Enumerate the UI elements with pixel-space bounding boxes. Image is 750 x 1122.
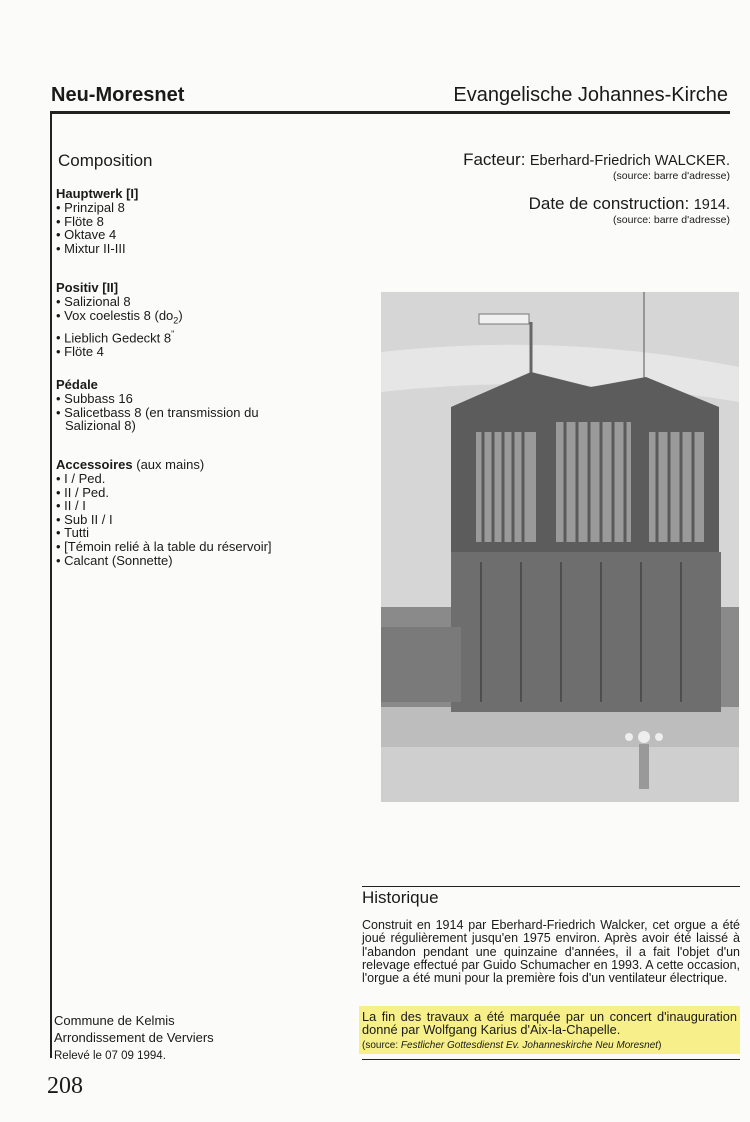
accessoires-title: Accessoires <box>56 457 133 472</box>
stop-vox-close: ) <box>178 307 183 323</box>
source-prefix: (source: <box>362 1040 401 1051</box>
stop-item: • Mixtur II-III <box>56 242 138 256</box>
stop-item: • Salizional 8 <box>56 295 183 309</box>
stop-item: • Oktave 4 <box>56 228 138 242</box>
stop-item: • Salicetbass 8 (en transmission du <box>56 406 259 420</box>
releve-date: Relevé le 07 09 1994. <box>54 1050 166 1062</box>
pedale-section <box>56 377 259 433</box>
date-block <box>529 194 730 226</box>
organ-illustration <box>381 292 739 802</box>
stop-vox-subscript: 2 <box>173 315 179 326</box>
historique-rule <box>362 886 740 887</box>
stop-lieblich-label: Lieblich Gedeckt 8 <box>64 330 172 346</box>
accessoires-title-suffix: (aux mains) <box>132 457 205 472</box>
source-suffix: ) <box>658 1040 662 1051</box>
header-rule <box>50 111 730 114</box>
page-title-place: Neu-Moresnet <box>51 84 185 106</box>
commune: Commune de Kelmis <box>54 1013 175 1028</box>
date-label: Date de construction: <box>528 194 690 213</box>
stop-item <box>56 309 183 328</box>
organ-photo <box>381 292 739 802</box>
accessory-item: • II / Ped. <box>56 486 272 500</box>
page-title-church: Evangelische Johannes-Kirche <box>453 84 728 106</box>
positiv-list <box>56 295 183 358</box>
facteur-label: Facteur: <box>463 150 526 169</box>
hauptwerk-list <box>56 201 138 255</box>
facteur-value: Eberhard-Friedrich WALCKER. <box>529 153 730 169</box>
composition-title: Composition <box>58 151 153 170</box>
stop-item-continuation: Salizional 8) <box>65 418 136 434</box>
historique-text: Construit en 1914 par Eberhard-Friedrich Walcker, cet orgue a été joué régulièrement jusqu'en 1975 environ. Après avoir été laissé à l'abandon pendant une quinzaine d'années, il a fait l'objet d'un relevage effectué par Guido Schumacher en 1993. A cette occasion, l'orgue a été muni pour la première fois d'un ventilateur électrique. <box>362 918 740 986</box>
highlight-text: La fin des travaux a été marquée par un concert d'inauguration donné par Wolfgang Karius d'Aix-la-Chapelle. <box>362 1009 737 1038</box>
historique-source <box>362 1040 661 1051</box>
facteur-source: (source: barre d'adresse) <box>613 170 730 182</box>
hauptwerk-title: Hauptwerk [I] <box>56 186 139 201</box>
stop-item: • Flöte 4 <box>56 345 183 359</box>
positiv-section <box>56 280 183 358</box>
stop-item: • Prinzipal 8 <box>56 201 138 215</box>
accessory-item: • Calcant (Sonnette) <box>56 554 272 568</box>
pedale-title: Pédale <box>56 377 98 392</box>
page-number: 208 <box>47 1073 83 1099</box>
stop-item: • Subbass 16 <box>56 392 259 406</box>
date-source: (source: barre d'adresse) <box>613 214 730 226</box>
source-title: Festlicher Gottesdienst Ev. Johanneskirche Neu Moresnet <box>400 1040 659 1051</box>
left-rule <box>50 113 52 1058</box>
stop-vox-label: Vox coelestis 8 (do <box>64 307 174 323</box>
accessory-item: • Tutti <box>56 526 272 540</box>
pedale-list <box>56 392 259 419</box>
accessory-item: • II / I <box>56 499 272 513</box>
historique-bottom-rule <box>362 1059 740 1060</box>
date-value: 1914. <box>693 197 730 213</box>
facteur-block <box>463 150 730 182</box>
positiv-title: Positiv [II] <box>56 280 119 295</box>
stop-item: • Flöte 8 <box>56 215 138 229</box>
accessory-item: • [Témoin relié à la table du réservoir] <box>56 540 272 554</box>
accessory-item: • Sub II / I <box>56 513 272 527</box>
stop-lieblich-mark: " <box>171 328 175 339</box>
accessoires-section <box>56 457 272 567</box>
stop-item <box>56 328 183 345</box>
arrondissement: Arrondissement de Verviers <box>54 1030 214 1045</box>
accessory-item: • I / Ped. <box>56 472 272 486</box>
location-block <box>54 1012 214 1065</box>
accessoires-list <box>56 472 272 567</box>
hauptwerk-section <box>56 186 138 255</box>
historique-title: Historique <box>362 888 439 907</box>
